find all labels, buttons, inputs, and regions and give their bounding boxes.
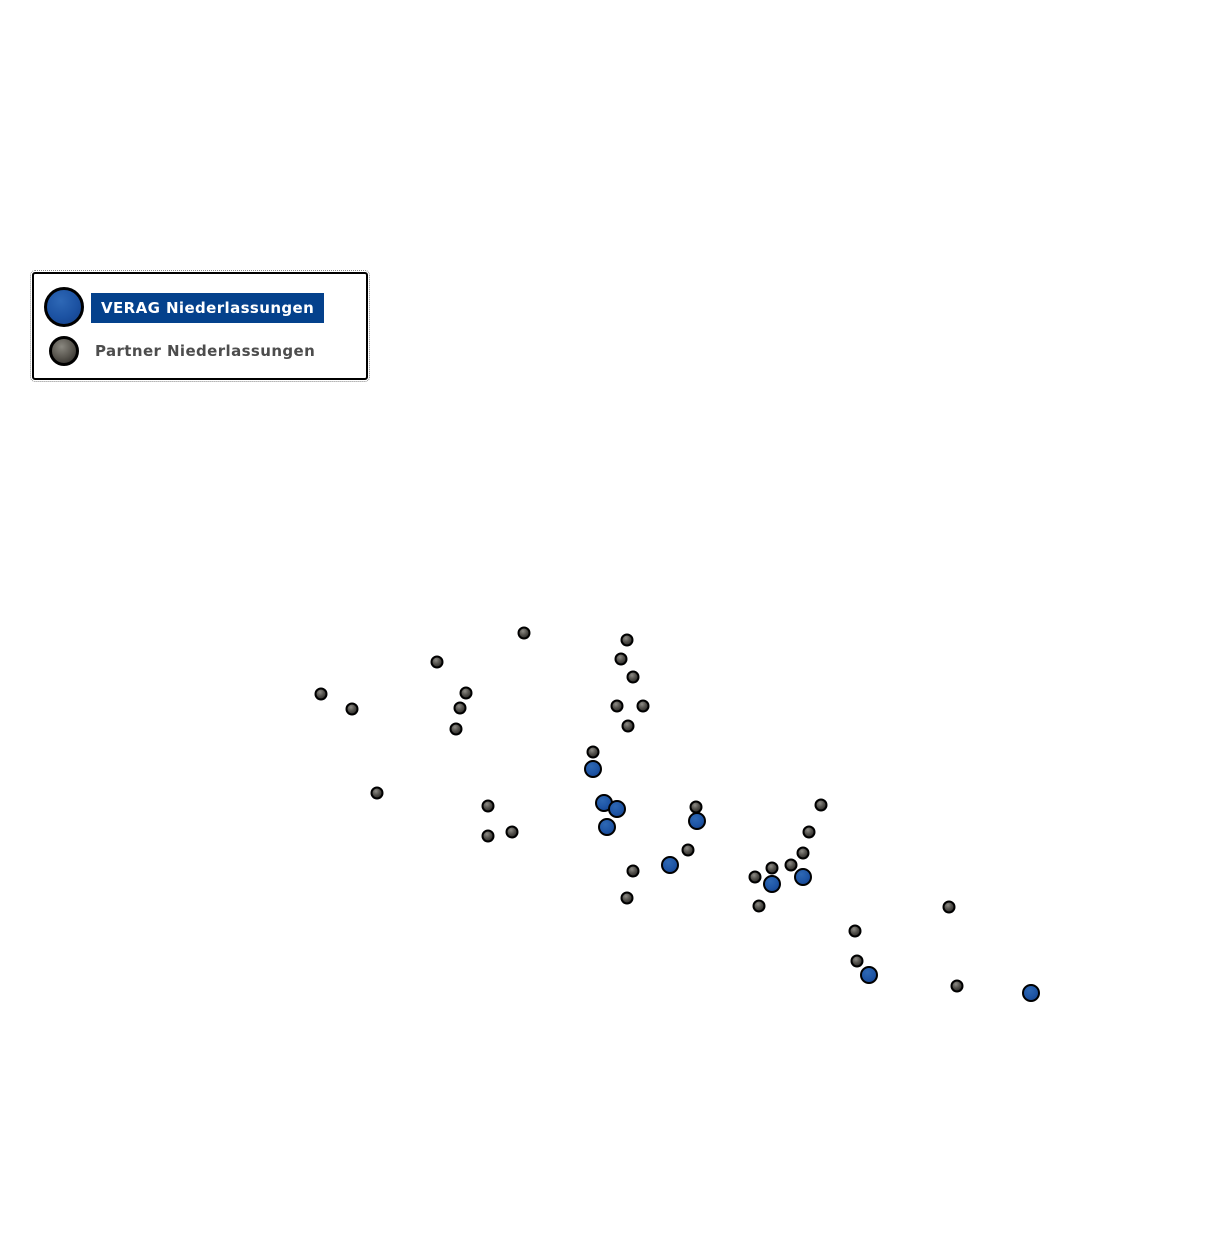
partner-marker[interactable]	[615, 653, 628, 666]
partner-marker[interactable]	[753, 900, 766, 913]
verag-marker[interactable]	[598, 818, 616, 836]
partner-marker[interactable]	[951, 980, 964, 993]
partner-marker[interactable]	[506, 826, 519, 839]
partner-marker[interactable]	[450, 723, 463, 736]
partner-marker[interactable]	[454, 702, 467, 715]
verag-marker[interactable]	[763, 875, 781, 893]
partner-marker[interactable]	[587, 746, 600, 759]
verag-marker[interactable]	[1022, 984, 1040, 1002]
partner-marker[interactable]	[637, 700, 650, 713]
legend-partner-label[interactable]: Partner Niederlassungen	[95, 342, 316, 360]
partner-marker[interactable]	[682, 844, 695, 857]
partner-marker[interactable]	[785, 859, 798, 872]
legend-box	[32, 272, 368, 380]
partner-marker[interactable]	[371, 787, 384, 800]
partner-marker[interactable]	[851, 955, 864, 968]
partner-marker[interactable]	[518, 627, 531, 640]
partner-marker[interactable]	[797, 847, 810, 860]
partner-marker[interactable]	[627, 671, 640, 684]
verag-marker[interactable]	[860, 966, 878, 984]
verag-marker[interactable]	[661, 856, 679, 874]
partner-marker[interactable]	[749, 871, 762, 884]
partner-marker[interactable]	[460, 687, 473, 700]
partner-marker[interactable]	[621, 892, 634, 905]
verag-marker-icon	[44, 287, 84, 327]
partner-marker[interactable]	[803, 826, 816, 839]
verag-marker[interactable]	[688, 812, 706, 830]
partner-marker[interactable]	[482, 800, 495, 813]
partner-marker[interactable]	[815, 799, 828, 812]
partner-marker[interactable]	[943, 901, 956, 914]
verag-marker[interactable]	[608, 800, 626, 818]
partner-marker-icon	[49, 336, 79, 366]
partner-marker[interactable]	[849, 925, 862, 938]
verag-marker[interactable]	[794, 868, 812, 886]
verag-marker[interactable]	[584, 760, 602, 778]
partner-marker[interactable]	[627, 865, 640, 878]
partner-marker[interactable]	[315, 688, 328, 701]
partner-marker[interactable]	[621, 634, 634, 647]
partner-marker[interactable]	[766, 862, 779, 875]
partner-marker[interactable]	[482, 830, 495, 843]
partner-marker[interactable]	[622, 720, 635, 733]
legend-verag-label[interactable]: VERAG Niederlassungen	[91, 293, 324, 323]
partner-marker[interactable]	[346, 703, 359, 716]
partner-marker[interactable]	[431, 656, 444, 669]
partner-marker[interactable]	[611, 700, 624, 713]
